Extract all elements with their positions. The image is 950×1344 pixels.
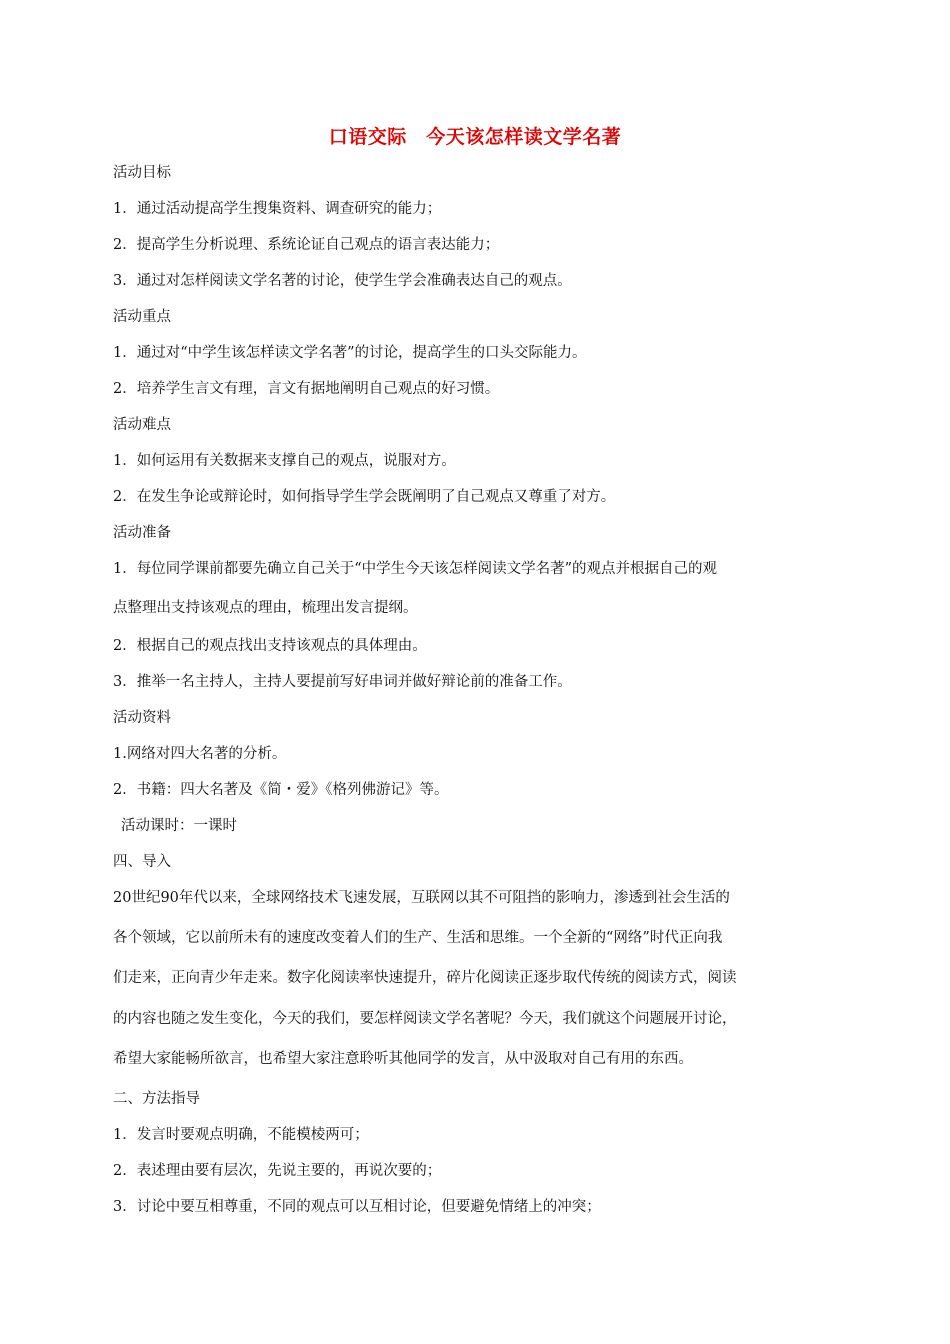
section-heading-goals: 活动目标 [113, 165, 171, 181]
paragraph-line: 1.网络对四大名著的分析。 [113, 746, 287, 762]
paragraph-line: 各个领域，它以前所未有的速度改变着人们的生产、生活和思维。一个全新的“网络”时代正向我 [113, 930, 723, 946]
paragraph-line: 2．在发生争论或辩论时，如何指导学生学会既阐明了自己观点又尊重了对方。 [113, 489, 616, 505]
lesson-duration: 活动课时：一课时 [121, 818, 237, 834]
paragraph-line: 3．通过对怎样阅读文学名著的讨论，使学生学会准确表达自己的观点。 [113, 273, 572, 289]
paragraph-line: 1．通过对“中学生该怎样读文学名著”的讨论，提高学生的口头交际能力。 [113, 345, 587, 361]
paragraph-line: 们走来，正向青少年走来。数字化阅读率快速提升，碎片化阅读正逐步取代传统的阅读方式，阅读 [113, 970, 737, 986]
paragraph-line: 2．培养学生言文有理，言文有据地阐明自己观点的好习惯。 [113, 381, 500, 397]
paragraph-line: 3．推举一名主持人，主持人要提前写好串词并做好辩论前的准备工作。 [113, 674, 572, 690]
paragraph-line: 1．如何运用有关数据来支撑自己的观点，说服对方。 [113, 453, 456, 469]
paragraph-line: 1．发言时要观点明确，不能模棱两可； [113, 1127, 369, 1143]
paragraph-line: 1．每位同学课前都要先确立自己关于“中学生今天该怎样阅读文学名著”的观点并根据自己的观 [113, 561, 718, 577]
paragraph-line: 20世纪90年代以来，全球网络技术飞速发展，互联网以其不可阻挡的影响力，渗透到社会生活的 [113, 890, 730, 906]
paragraph-line: 希望大家能畅所欲言，也希望大家注意聆听其他同学的发言，从中汲取对自己有用的东西。 [113, 1051, 693, 1067]
paragraph-line: 2．提高学生分析说理、系统论证自己观点的语言表达能力； [113, 237, 500, 253]
section-heading-method: 二、方法指导 [113, 1091, 200, 1107]
paragraph-line: 2．书籍：四大名著及《简・爱》《格列佛游记》等。 [113, 782, 449, 798]
section-heading-difficulty: 活动难点 [113, 417, 171, 433]
paragraph-line: 2．表述理由要有层次，先说主要的，再说次要的； [113, 1163, 442, 1179]
section-heading-intro: 四、导入 [113, 854, 171, 870]
section-heading-preparation: 活动准备 [113, 525, 171, 541]
section-heading-focus: 活动重点 [113, 309, 171, 325]
paragraph-line: 的内容也随之发生变化，今天的我们，要怎样阅读文学名著呢？今天，我们就这个问题展开讨论， [113, 1011, 737, 1027]
paragraph-line: 1．通过活动提高学生搜集资料、调查研究的能力； [113, 201, 442, 217]
paragraph-line: 点整理出支持该观点的理由，梳理出发言提纲。 [113, 600, 418, 616]
paragraph-line: 2．根据自己的观点找出支持该观点的具体理由。 [113, 638, 427, 654]
paragraph-line: 3．讨论中要互相尊重，不同的观点可以互相讨论，但要避免情绪上的冲突； [113, 1199, 601, 1215]
page-title: 口语交际 今天该怎样读文学名著 [328, 126, 622, 148]
section-heading-materials: 活动资料 [113, 710, 171, 726]
